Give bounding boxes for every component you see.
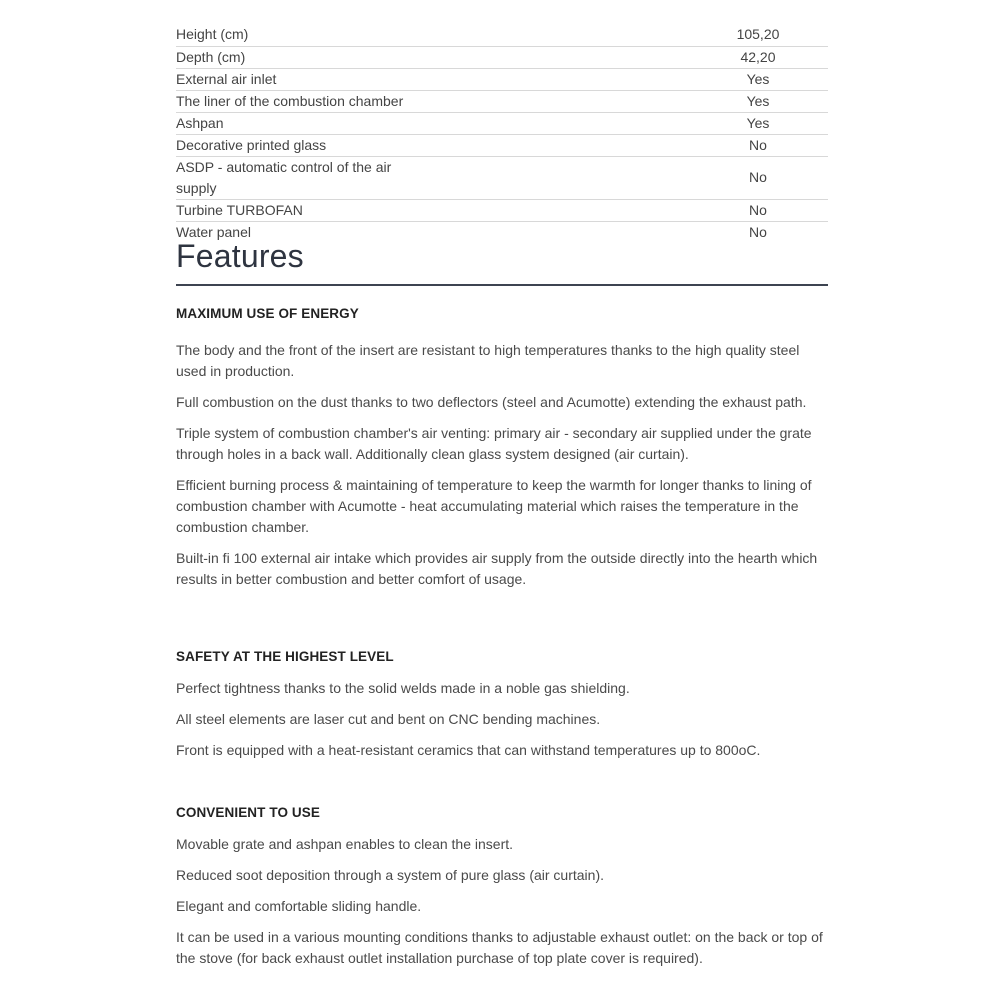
section-heading: MAXIMUM USE OF ENERGY [176, 306, 359, 321]
spec-value: No [404, 134, 828, 156]
spec-value: 105,20 [404, 24, 828, 46]
spec-value: Yes [404, 112, 828, 134]
paragraph: Perfect tightness thanks to the solid welds made in a noble gas shielding. [176, 680, 630, 696]
paragraph: Front is equipped with a heat-resistant ceramics that can withstand temperatures up to 800oC. [176, 742, 761, 758]
spec-table-container [176, 24, 828, 243]
table-row [176, 90, 828, 112]
table-row [176, 46, 828, 68]
paragraph: All steel elements are laser cut and bent on CNC bending machines. [176, 711, 601, 727]
spec-value: No [749, 223, 767, 240]
spec-value: 42,20 [404, 46, 828, 68]
paragraph: Elegant and comfortable sliding handle. [176, 898, 422, 914]
section-heading: CONVENIENT TO USE [176, 805, 320, 820]
spec-label: Turbine TURBOFAN [176, 199, 404, 221]
features-divider [176, 284, 828, 286]
section-convenient-to-use [176, 805, 828, 969]
paragraph: Full combustion on the dust thanks to two deflectors (steel and Acumotte) extending the exhaust path. [176, 394, 807, 410]
spec-label: Ashpan [176, 112, 404, 134]
spec-label: Depth (cm) [176, 46, 404, 68]
spec-label: Water panel [176, 223, 251, 240]
table-row [176, 134, 828, 156]
table-row [176, 24, 828, 46]
spec-value: No [404, 156, 828, 199]
section-safety [176, 649, 828, 761]
spec-label: Decorative printed glass [176, 134, 404, 156]
table-row [176, 156, 828, 199]
section-maximum-use-of-energy [176, 306, 828, 590]
table-row [176, 199, 828, 221]
table-row [176, 112, 828, 134]
paragraph: Efficient burning process & maintaining of temperature to keep the warmth for longer thanks to lining of combustion chamber with Acumotte - heat accumulating material which raises the temperature in the combustion chamber. [176, 477, 812, 535]
paragraph: Built-in fi 100 external air intake which provides air supply from the outside directly into the hearth which results in better combustion and better comfort of usage. [176, 550, 818, 587]
paragraph: Movable grate and ashpan enables to clean the insert. [176, 836, 514, 852]
paragraph: The body and the front of the insert are resistant to high temperatures thanks to the high quality steel used in production. [176, 342, 800, 379]
paragraph: Triple system of combustion chamber's air venting: primary air - secondary air supplied under the grate through holes in a back wall. Additionally clean glass system designed (air curtain). [176, 425, 812, 462]
spec-label: Height (cm) [176, 24, 404, 46]
spec-value: No [404, 199, 828, 221]
spec-label: The liner of the combustion chamber [176, 90, 404, 112]
table-row [176, 68, 828, 90]
spec-value: Yes [404, 68, 828, 90]
spec-table [176, 24, 828, 243]
paragraph: Reduced soot deposition through a system of pure glass (air curtain). [176, 867, 605, 883]
features-title: Features [176, 238, 304, 274]
section-heading: SAFETY AT THE HIGHEST LEVEL [176, 649, 394, 664]
spec-label: ASDP - automatic control of the air supply [176, 156, 404, 199]
spec-label: External air inlet [176, 68, 404, 90]
spec-value: Yes [404, 90, 828, 112]
paragraph: It can be used in a various mounting conditions thanks to adjustable exhaust outlet: on the back or top of the stove (for back exhaust outlet installation purchase of top plate cover is required). [176, 929, 823, 966]
